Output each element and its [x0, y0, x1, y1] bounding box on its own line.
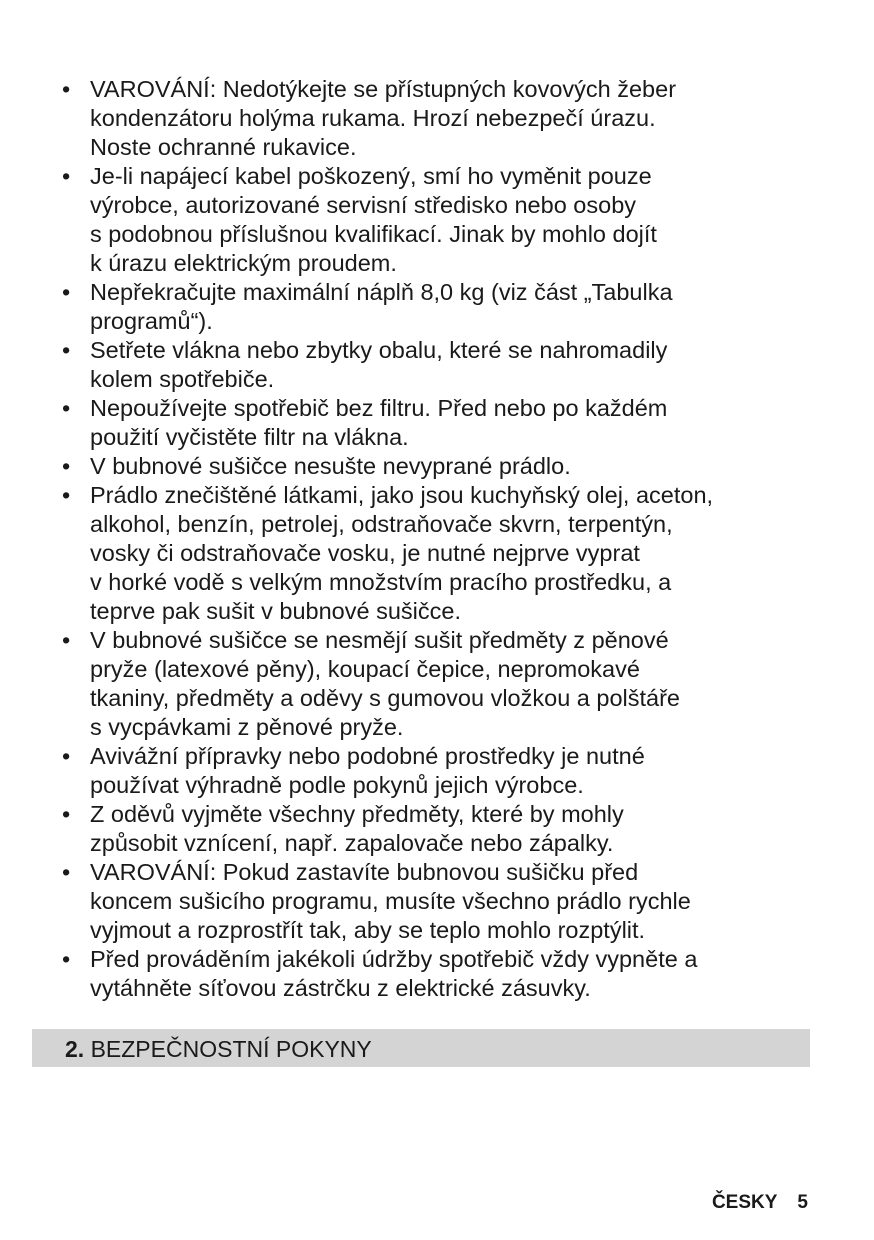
bullet-text-line: V bubnové sušičce se nesmějí sušit předměty z pěnové: [90, 627, 669, 653]
bullet-text-line: pryže (latexové pěny), koupací čepice, nepromokavé: [90, 656, 640, 682]
page-footer: [712, 1192, 808, 1214]
bullet-item: [62, 75, 822, 162]
bullet-text-line: Nepoužívejte spotřebič bez filtru. Před nebo po každém: [90, 395, 668, 421]
bullet-dot-icon: •: [62, 395, 71, 421]
bullet-text-line: Prádlo znečištěné látkami, jako jsou kuchyňský olej, aceton,: [90, 482, 714, 508]
bullet-text-line: způsobit vznícení, např. zapalovače nebo zápalky.: [90, 830, 614, 856]
bullet-item: [62, 162, 822, 278]
section-number: 2.: [65, 1036, 85, 1062]
bullet-dot-icon: •: [62, 627, 71, 653]
bullet-text-line: používat výhradně podle pokynů jejich výrobce.: [90, 772, 584, 798]
bullet-dot-icon: •: [62, 801, 71, 827]
bullet-text-line: použití vyčistěte filtr na vlákna.: [90, 424, 409, 450]
bullet-item: [62, 800, 822, 858]
bullet-text-line: k úrazu elektrickým proudem.: [90, 250, 397, 276]
bullet-dot-icon: •: [62, 743, 71, 769]
bullet-text-line: Noste ochranné rukavice.: [90, 134, 357, 160]
bullet-text-line: VAROVÁNÍ: Nedotýkejte se přístupných kovových žeber: [90, 76, 677, 102]
safety-bullet-list: [62, 75, 822, 1003]
bullet-text-line: vytáhněte síťovou zástrčku z elektrické zásuvky.: [90, 975, 591, 1001]
bullet-dot-icon: •: [62, 76, 71, 102]
bullet-text-line: Z oděvů vyjměte všechny předměty, které by mohly: [90, 801, 624, 827]
bullet-item: [62, 336, 822, 394]
bullet-item: [62, 858, 822, 945]
bullet-dot-icon: •: [62, 453, 71, 479]
bullet-text-line: koncem sušicího programu, musíte všechno prádlo rychle: [90, 888, 691, 914]
bullet-dot-icon: •: [62, 337, 71, 363]
bullet-text-line: VAROVÁNÍ: Pokud zastavíte bubnovou sušičku před: [90, 859, 639, 885]
section-title: BEZPEČNOSTNÍ POKYNY: [90, 1036, 372, 1062]
bullet-text-line: Setřete vlákna nebo zbytky obalu, které se nahromadily: [90, 337, 668, 363]
bullet-dot-icon: •: [62, 482, 71, 508]
bullet-text-line: Nepřekračujte maximální náplň 8,0 kg (viz část „Tabulka: [90, 279, 673, 305]
bullet-text-line: vosky či odstraňovače vosku, je nutné nejprve vyprat: [90, 540, 640, 566]
bullet-text-line: v horké vodě s velkým množstvím pracího prostředku, a: [90, 569, 672, 595]
bullet-text-line: kolem spotřebiče.: [90, 366, 275, 392]
bullet-item: [62, 742, 822, 800]
bullet-text-line: vyjmout a rozprostřít tak, aby se teplo mohlo rozptýlit.: [90, 917, 646, 943]
bullet-item: [62, 394, 822, 452]
bullet-text-line: s podobnou příslušnou kvalifikací. Jinak by mohlo dojít: [90, 221, 657, 247]
bullet-text-line: výrobce, autorizované servisní středisko nebo osoby: [90, 192, 637, 218]
bullet-dot-icon: •: [62, 859, 71, 885]
bullet-text-line: teprve pak sušit v bubnové sušičce.: [90, 598, 461, 624]
page-number: 5: [797, 1192, 808, 1213]
bullet-text-line: Před prováděním jakékoli údržby spotřebič vždy vypněte a: [90, 946, 698, 972]
bullet-dot-icon: •: [62, 163, 71, 189]
bullet-text-line: programů“).: [90, 308, 213, 334]
bullet-item: [62, 452, 822, 481]
bullet-text-line: V bubnové sušičce nesušte nevyprané prádlo.: [90, 453, 571, 479]
bullet-text-line: alkohol, benzín, petrolej, odstraňovače skvrn, terpentýn,: [90, 511, 673, 537]
bullet-text-line: tkaniny, předměty a oděvy s gumovou vložkou a polštáře: [90, 685, 680, 711]
bullet-text-line: s vycpávkami z pěnové pryže.: [90, 714, 404, 740]
bullet-item: [62, 481, 822, 626]
footer-language: ČESKY: [711, 1192, 778, 1213]
bullet-dot-icon: •: [62, 946, 71, 972]
bullet-item: [62, 278, 822, 336]
bullet-dot-icon: •: [62, 279, 71, 305]
bullet-item: [62, 945, 822, 1003]
bullet-item: [62, 626, 822, 742]
bullet-text-line: kondenzátoru holýma rukama. Hrozí nebezpečí úrazu.: [90, 105, 656, 131]
bullet-text-line: Avivážní přípravky nebo podobné prostředky je nutné: [90, 743, 645, 769]
bullet-text-line: Je-li napájecí kabel poškozený, smí ho vyměnit pouze: [90, 163, 652, 189]
section-heading-bar: [32, 1029, 810, 1067]
section-heading: [65, 1035, 372, 1063]
